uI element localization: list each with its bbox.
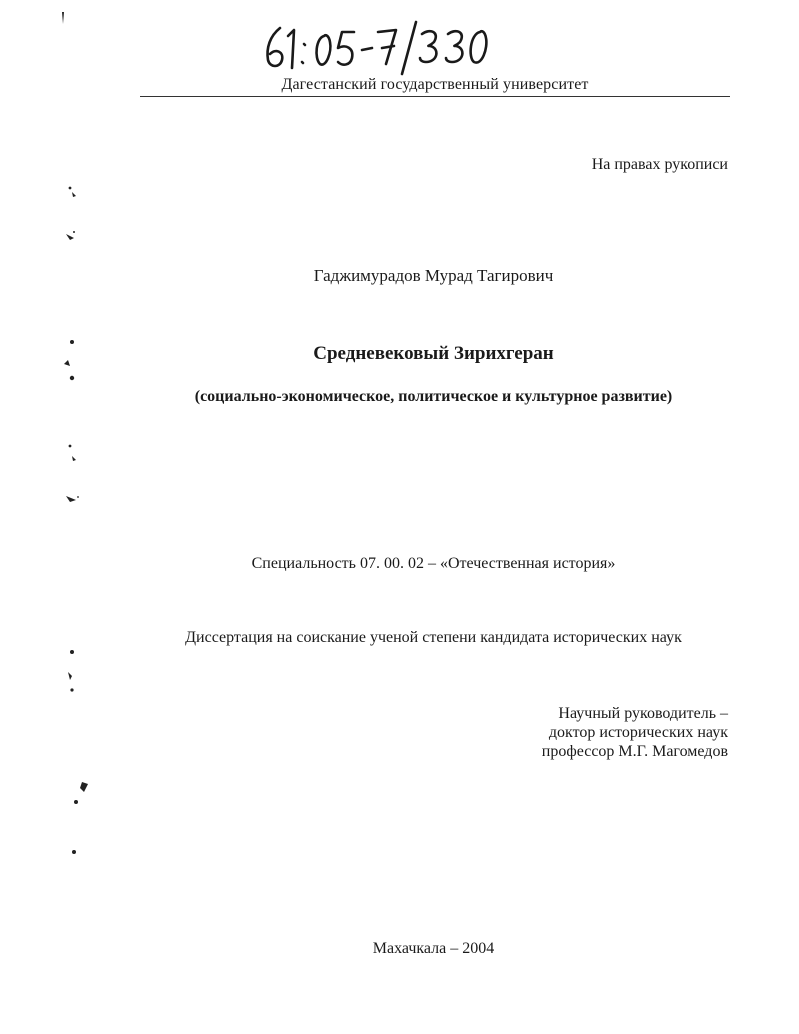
- supervisor-block: [542, 704, 728, 761]
- university-underline: [140, 96, 730, 97]
- specialty-line: Специальность 07. 00. 02 – «Отечественная история»: [251, 555, 616, 572]
- dissertation-title: Средневековый Зирихгеран: [313, 343, 554, 364]
- supervisor-line-1: Научный руководитель –: [558, 705, 728, 722]
- rights-note: На правах рукописи: [591, 156, 728, 173]
- dissertation-subtitle: (социально-экономическое, политическое и культурное развитие): [194, 388, 673, 405]
- supervisor-line-2: доктор исторических наук: [548, 724, 728, 741]
- author-name: Гаджимурадов Мурад Тагирович: [313, 266, 554, 285]
- handwritten-archive-number: [258, 18, 498, 76]
- supervisor-line-3: профессор М.Г. Магомедов: [541, 743, 728, 760]
- degree-line: Диссертация на соискание ученой степени кандидата исторических наук: [185, 629, 682, 646]
- scan-margin-specks: [0, 0, 120, 1034]
- handwritten-number-drawing: [258, 18, 498, 76]
- place-and-year: Махачкала – 2004: [372, 940, 495, 957]
- university-name: Дагестанский государственный университет: [281, 76, 589, 93]
